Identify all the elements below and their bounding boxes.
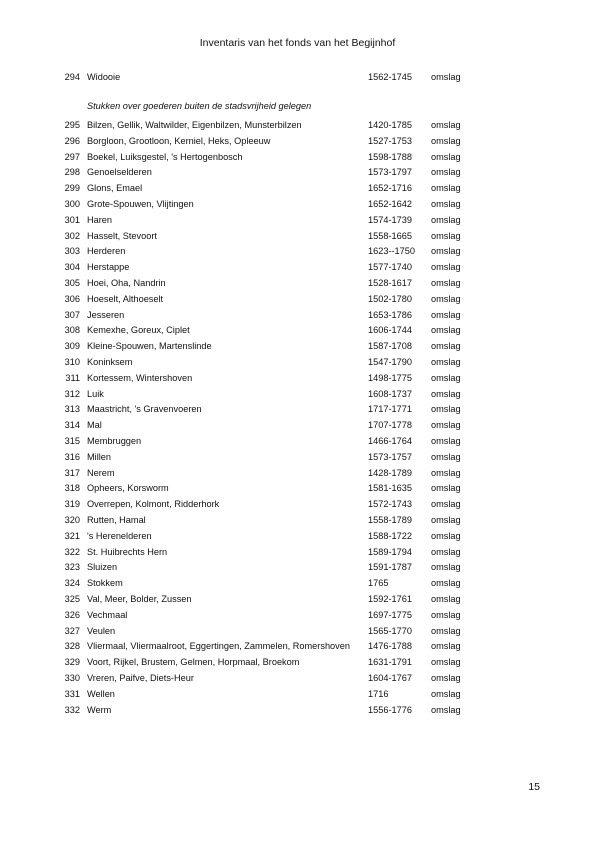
entry-dates: 1697-1775 — [368, 609, 412, 620]
entry-description: Herderen — [87, 246, 126, 257]
inventory-row — [0, 639, 595, 655]
entry-description: Werm — [87, 704, 112, 715]
entry-description: Nerem — [87, 467, 115, 478]
inventory-row — [0, 308, 595, 324]
entry-dates: 1565-1770 — [368, 625, 412, 636]
entry-description: Bilzen, Gellik, Waltwilder, Eigenbilzen, Munsterbilzen — [87, 120, 302, 130]
inventory-row — [0, 244, 595, 260]
entry-dates: 1527-1753 — [368, 135, 412, 146]
entry-number: 303 — [64, 246, 80, 257]
entry-type: omslag — [431, 420, 461, 431]
inventory-row — [0, 276, 595, 292]
entry-dates: 1589-1794 — [368, 546, 412, 557]
entry-description: Kortessem, Wintershoven — [87, 372, 193, 383]
entry-type: omslag — [431, 230, 461, 241]
entry-dates: 1558-1789 — [368, 515, 412, 525]
entry-type: omslag — [431, 562, 461, 573]
entry-dates: 1765 — [368, 578, 389, 589]
entry-type: omslag — [431, 262, 461, 273]
inventory-row — [0, 560, 595, 576]
entry-dates: 1573-1757 — [368, 451, 412, 462]
entry-description: Kleine-Spouwen, Martenslinde — [87, 341, 212, 352]
entry-type: omslag — [431, 183, 461, 194]
entry-number: 306 — [64, 293, 80, 304]
inventory-row — [0, 434, 595, 450]
entry-number: 304 — [64, 262, 80, 273]
entry-type: omslag — [431, 309, 461, 320]
entry-number: 312 — [64, 388, 80, 399]
entry-description: Hoei, Oha, Nandrin — [87, 278, 166, 288]
entry-dates: 1623--1750 — [368, 246, 415, 257]
inventory-row — [0, 418, 595, 434]
entry-description: Vreren, Paifve, Diets-Heur — [87, 673, 194, 683]
entry-type: omslag — [431, 325, 461, 336]
inventory-row — [0, 655, 595, 671]
entry-dates: 1598-1788 — [368, 151, 412, 162]
entry-number: 299 — [64, 183, 80, 194]
inventory-row — [0, 70, 595, 86]
entry-dates: 1652-1716 — [368, 183, 412, 194]
entry-number: 320 — [64, 515, 80, 525]
entry-dates: 1502-1780 — [368, 293, 412, 304]
entry-description: Glons, Emael — [87, 183, 143, 194]
entry-number: 314 — [64, 420, 80, 431]
entry-description: Kemexhe, Goreux, Ciplet — [87, 325, 190, 336]
entry-number: 329 — [64, 657, 80, 668]
entry-dates: 1631-1791 — [368, 657, 412, 668]
entry-type: omslag — [431, 578, 461, 589]
entry-description: Borgloon, Grootloon, Kerniel, Heks, Opleeuw — [87, 135, 271, 146]
inventory-row — [0, 118, 595, 134]
entry-dates: 1428-1789 — [368, 467, 412, 478]
entry-number: 302 — [64, 230, 80, 241]
entry-dates: 1587-1708 — [368, 341, 412, 352]
entry-number: 323 — [64, 562, 80, 573]
inventory-row — [0, 181, 595, 197]
entry-type: omslag — [431, 151, 461, 162]
entry-number: 324 — [64, 578, 80, 589]
entry-number: 310 — [64, 357, 80, 367]
inventory-row — [0, 371, 595, 387]
entry-number: 296 — [64, 135, 80, 146]
entry-dates: 1528-1617 — [368, 278, 412, 288]
entry-number: 311 — [65, 372, 80, 383]
section-title: Stukken over goederen buiten de stadsvrijheid gelegen — [87, 101, 312, 111]
inventory-row — [0, 608, 595, 624]
entry-type: omslag — [431, 688, 461, 699]
entry-description: Grote-Spouwen, Vlijtingen — [87, 199, 194, 209]
entry-description: St. Huibrechts Hern — [87, 546, 168, 557]
entry-number: 328 — [64, 641, 80, 652]
entry-type: omslag — [431, 135, 461, 146]
entry-number: 322 — [64, 546, 80, 557]
entry-dates: 1547-1790 — [368, 357, 412, 367]
entry-number: 297 — [64, 151, 80, 162]
entry-number: 327 — [64, 625, 80, 636]
inventory-row — [0, 687, 595, 703]
entry-dates: 1572-1743 — [368, 499, 412, 510]
entry-type: omslag — [431, 609, 461, 620]
entry-type: omslag — [431, 594, 461, 604]
page-number: 15 — [528, 781, 540, 793]
entry-description: Mal — [87, 420, 102, 431]
entry-dates: 1476-1788 — [368, 641, 412, 652]
entry-type: omslag — [431, 372, 461, 383]
entry-description: Boekel, Luiksgestel, 's Hertogenbosch — [87, 151, 243, 162]
entry-number: 308 — [64, 325, 80, 336]
entry-type: omslag — [431, 451, 461, 462]
entry-type: omslag — [431, 72, 461, 82]
inventory-row — [0, 355, 595, 371]
inventory-row — [0, 671, 595, 687]
inventory-row — [0, 339, 595, 355]
entry-description: Haren — [87, 214, 113, 225]
entry-number: 295 — [64, 120, 80, 130]
entry-type: omslag — [431, 341, 461, 352]
inventory-row — [0, 165, 595, 181]
entry-type: omslag — [431, 436, 461, 446]
entry-number: 317 — [64, 467, 80, 478]
inventory-row — [0, 197, 595, 213]
entry-number: 298 — [64, 167, 80, 178]
entry-description: Millen — [87, 451, 111, 462]
page-header: Inventaris van het fonds van het Begijnhof — [199, 37, 396, 49]
entry-description: 's Herenelderen — [87, 530, 152, 541]
inventory-row — [0, 481, 595, 497]
entry-description: Widooie — [87, 72, 121, 82]
inventory-row — [0, 592, 595, 608]
entry-dates: 1556-1776 — [368, 704, 412, 715]
inventory-row — [0, 134, 595, 150]
entry-dates: 1573-1797 — [368, 167, 412, 178]
entry-type: omslag — [431, 404, 461, 415]
entry-dates: 1466-1764 — [368, 436, 412, 446]
entry-type: omslag — [431, 278, 461, 288]
entry-number: 319 — [64, 499, 80, 510]
entry-number: 313 — [64, 404, 80, 415]
inventory-row — [0, 497, 595, 513]
entry-dates: 1588-1722 — [368, 530, 412, 541]
entry-number: 305 — [64, 278, 80, 288]
entry-dates: 1606-1744 — [368, 325, 412, 336]
entry-number: 315 — [64, 436, 80, 446]
entry-type: omslag — [431, 214, 461, 225]
inventory-row — [0, 150, 595, 166]
entry-number: 294 — [64, 72, 80, 82]
entry-dates: 1716 — [368, 688, 389, 699]
inventory-row — [0, 576, 595, 592]
entry-description: Jesseren — [87, 309, 125, 320]
entry-type: omslag — [431, 293, 461, 304]
entry-number: 331 — [64, 688, 80, 699]
entry-dates: 1653-1786 — [368, 309, 412, 320]
inventory-row — [0, 624, 595, 640]
entry-description: Voort, Rijkel, Brustem, Gelmen, Horpmaal, Broekom — [87, 657, 300, 668]
entry-description: Hasselt, Stevoort — [87, 230, 157, 241]
entry-type: omslag — [431, 167, 461, 178]
entry-description: Koninksem — [87, 357, 133, 367]
entry-description: Vechmaal — [87, 609, 128, 620]
entry-dates: 1592-1761 — [368, 594, 412, 604]
inventory-row — [0, 545, 595, 561]
entry-description: Herstappe — [87, 262, 130, 273]
entry-dates: 1717-1771 — [368, 404, 412, 415]
entry-dates: 1498-1775 — [368, 372, 412, 383]
inventory-row — [0, 292, 595, 308]
inventory-row — [0, 323, 595, 339]
entry-dates: 1581-1635 — [368, 483, 412, 494]
entry-dates: 1608-1737 — [368, 388, 412, 399]
entry-number: 332 — [64, 704, 80, 715]
entry-type: omslag — [431, 199, 461, 209]
entry-type: omslag — [431, 704, 461, 715]
entry-description: Opheers, Korsworm — [87, 483, 169, 494]
entry-description: Sluizen — [87, 562, 118, 573]
entry-dates: 1577-1740 — [368, 262, 412, 273]
entry-description: Maastricht, 's Gravenvoeren — [87, 404, 202, 415]
entry-description: Stokkem — [87, 578, 123, 589]
entry-number: 309 — [64, 341, 80, 352]
entry-dates: 1562-1745 — [368, 72, 412, 82]
entry-number: 321 — [64, 530, 80, 541]
entry-number: 330 — [64, 673, 80, 683]
entry-description: Wellen — [87, 688, 115, 699]
entry-type: omslag — [431, 388, 461, 399]
inventory-row — [0, 387, 595, 403]
entry-dates: 1558-1665 — [368, 230, 412, 241]
entry-type: omslag — [431, 673, 461, 683]
entry-description: Hoeselt, Althoeselt — [87, 293, 164, 304]
entry-type: omslag — [431, 483, 461, 494]
entry-type: omslag — [431, 120, 461, 130]
entry-type: omslag — [431, 499, 461, 510]
entry-number: 307 — [64, 309, 80, 320]
entry-type: omslag — [431, 641, 461, 652]
entry-number: 316 — [64, 451, 80, 462]
entry-type: omslag — [431, 357, 461, 367]
entry-type: omslag — [431, 530, 461, 541]
inventory-row — [0, 213, 595, 229]
entry-type: omslag — [431, 657, 461, 668]
inventory-row — [0, 229, 595, 245]
entry-number: 325 — [64, 594, 80, 604]
entry-description: Val, Meer, Bolder, Zussen — [87, 594, 192, 604]
entry-type: omslag — [431, 546, 461, 557]
entry-dates: 1574-1739 — [368, 214, 412, 225]
entry-number: 301 — [64, 214, 80, 225]
inventory-row — [0, 529, 595, 545]
entry-description: Veulen — [87, 625, 116, 636]
entry-description: Vliermaal, Vliermaalroot, Eggertingen, Zammelen, Romershoven — [87, 641, 350, 652]
entry-number: 318 — [64, 483, 80, 494]
entry-number: 326 — [64, 609, 80, 620]
entry-dates: 1707-1778 — [368, 420, 412, 431]
inventory-row — [0, 466, 595, 482]
entry-number: 300 — [64, 199, 80, 209]
entry-description: Rutten, Hamal — [87, 515, 146, 525]
entry-description: Genoelselderen — [87, 167, 152, 178]
entry-dates: 1652-1642 — [368, 199, 412, 209]
inventory-row — [0, 513, 595, 529]
entry-description: Luik — [87, 388, 104, 399]
entry-dates: 1420-1785 — [368, 120, 412, 130]
inventory-row — [0, 402, 595, 418]
inventory-row — [0, 450, 595, 466]
entry-description: Overrepen, Kolmont, Ridderhork — [87, 499, 220, 510]
entry-type: omslag — [431, 467, 461, 478]
inventory-row — [0, 703, 595, 719]
entry-description: Membruggen — [87, 436, 142, 446]
entry-dates: 1604-1767 — [368, 673, 412, 683]
inventory-row — [0, 260, 595, 276]
entry-dates: 1591-1787 — [368, 562, 412, 573]
entry-type: omslag — [431, 246, 461, 257]
entry-type: omslag — [431, 515, 461, 525]
entry-type: omslag — [431, 625, 461, 636]
